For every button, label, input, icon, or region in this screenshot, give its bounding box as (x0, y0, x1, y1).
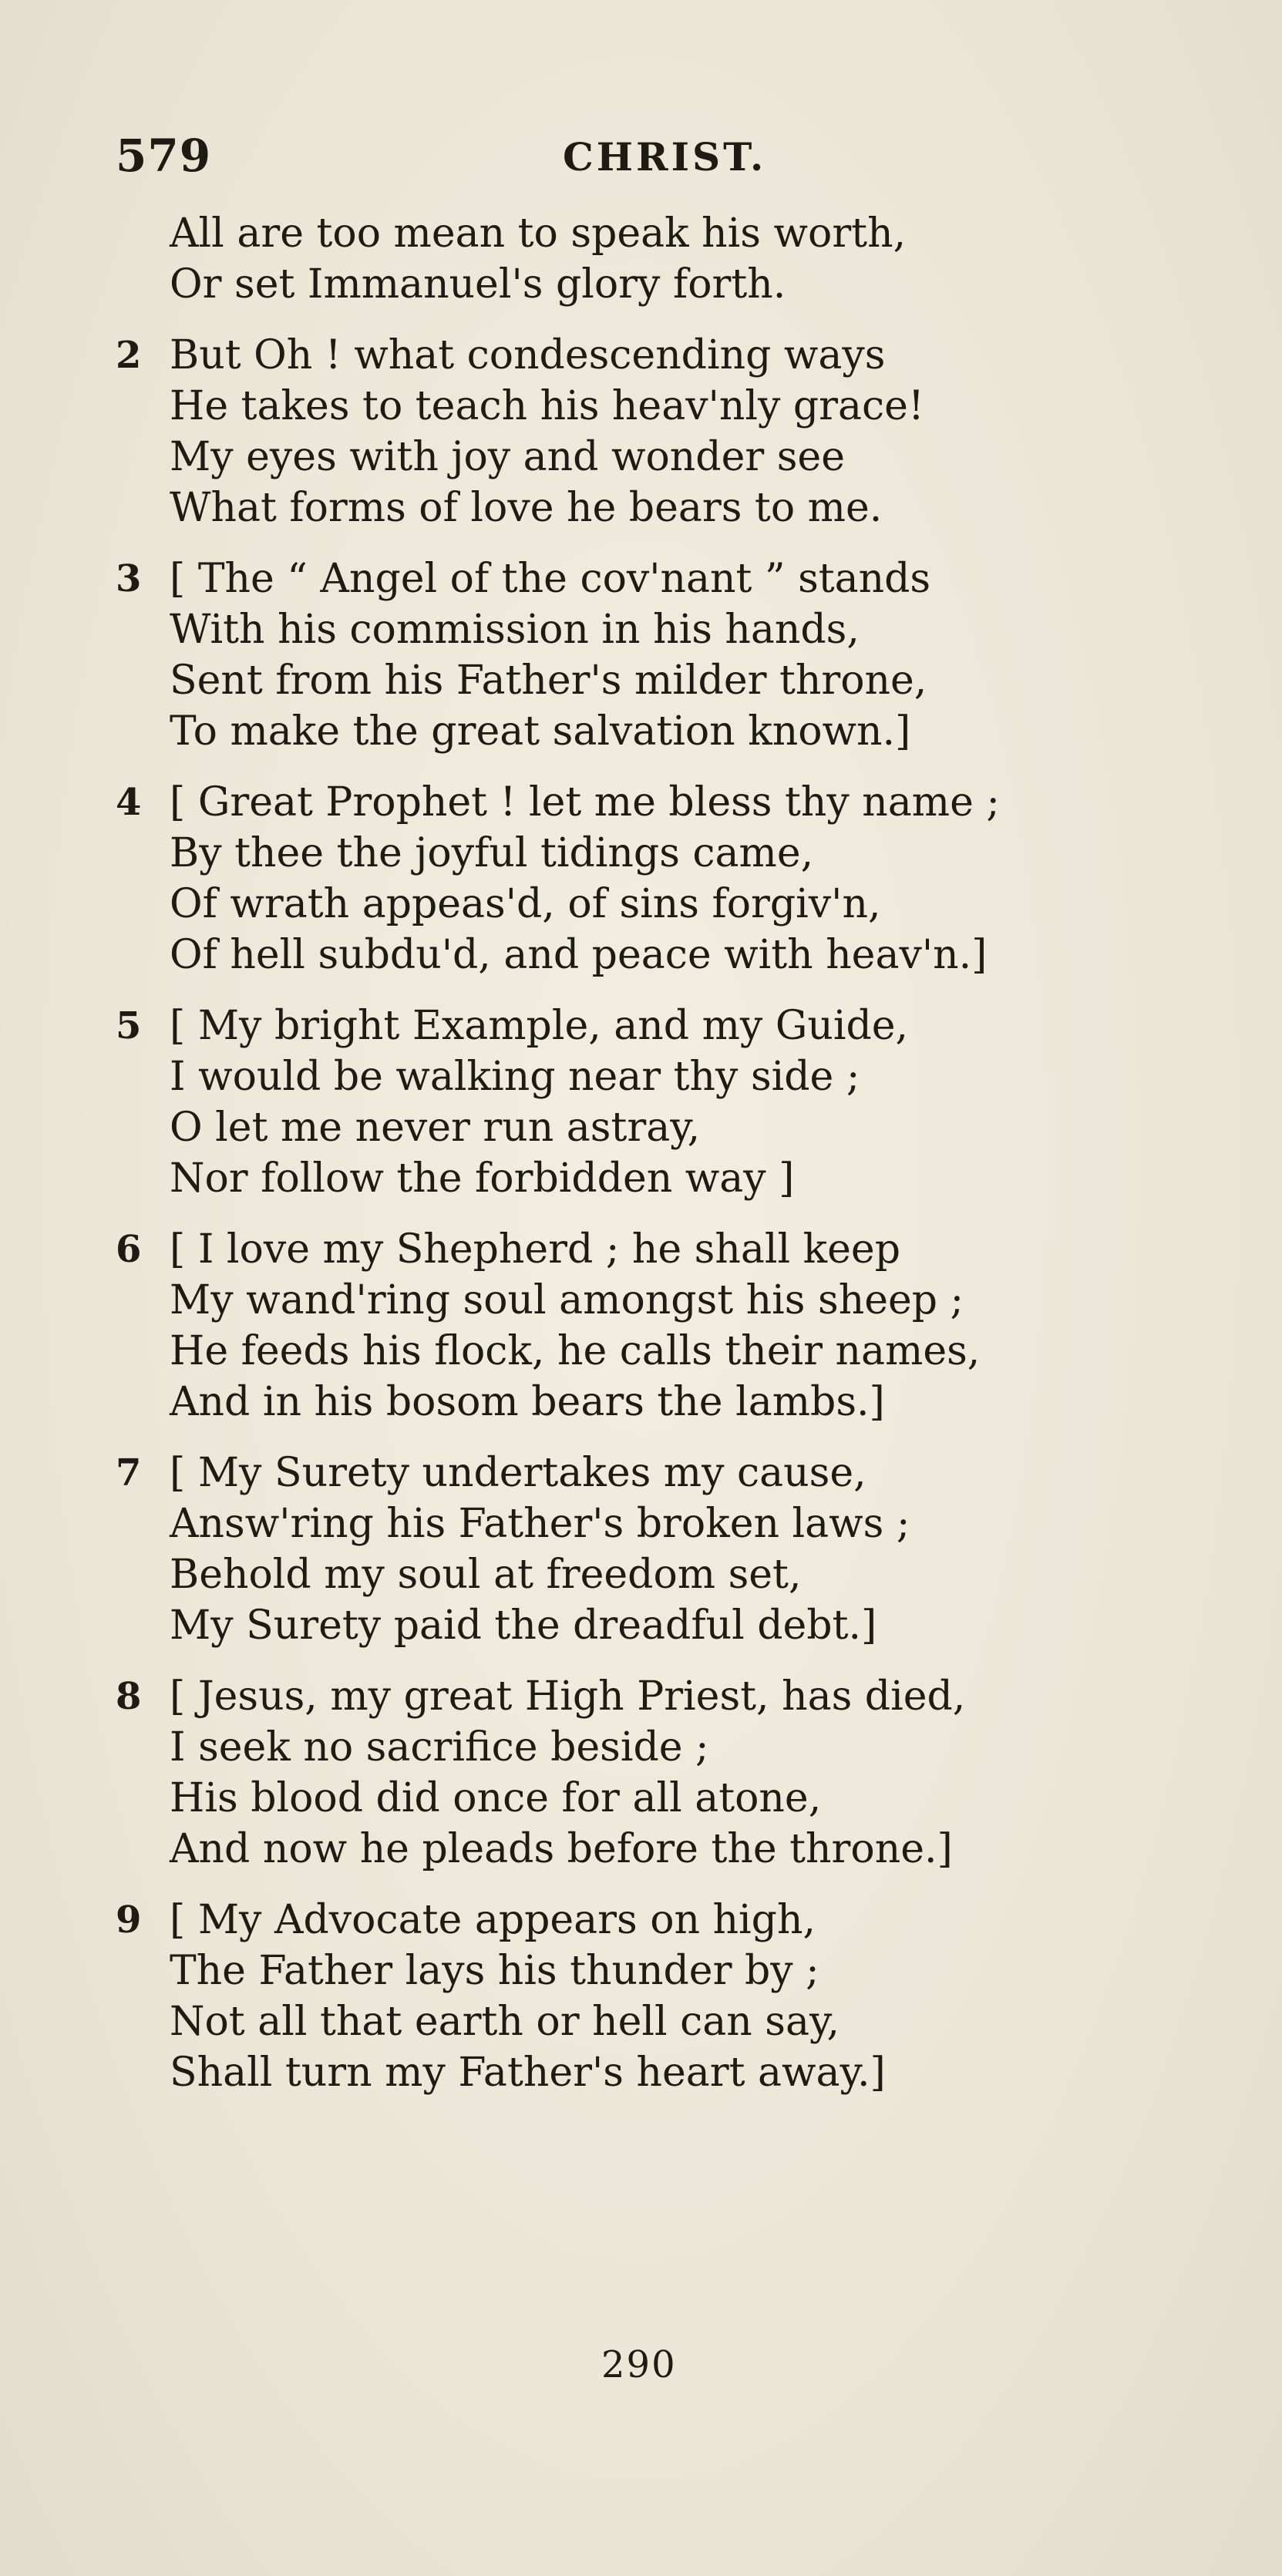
stanza-4 (116, 777, 1241, 980)
verse-line: Answ'ring his Father's broken laws ; (170, 1501, 910, 1547)
verse-line: And in his bosom bears the lambs.] (170, 1379, 885, 1425)
stanza-8 (116, 1671, 1241, 1875)
verse-line: [ My bright Example, and my Guide, (170, 1003, 909, 1049)
verse-line: With his commission in his hands, (170, 607, 860, 653)
verse-line: Of wrath appeas'd, of sins forgiv'n, (170, 881, 881, 927)
stanza-number: 2 (116, 334, 142, 377)
stanza-number: 8 (116, 1675, 142, 1718)
stanza-number: 9 (116, 1898, 142, 1942)
verse-line: To make the great salvation known.] (170, 708, 911, 755)
verse-line: Sent from his Father's milder throne, (170, 657, 927, 704)
verse-line: My Surety paid the dreadful debt.] (170, 1602, 877, 1649)
verse-line: Of hell subdu'd, and peace with heav'n.] (170, 932, 988, 978)
verse-line: But Oh ! what condescending ways (170, 332, 886, 378)
page-header (116, 129, 809, 191)
verse-line: Or set Immanuel's glory forth. (170, 261, 786, 308)
verse-line: He feeds his flock, he calls their names, (170, 1328, 981, 1374)
stanza-5 (116, 1000, 1241, 1204)
verse-line: His blood did once for all atone, (170, 1775, 822, 1821)
stanza-number: 5 (116, 1004, 142, 1048)
signature-mark: 290 (601, 2343, 677, 2386)
running-title: CHRIST. (563, 134, 767, 180)
verse-line: All are too mean to speak his worth, (170, 210, 907, 257)
stanza-number: 4 (116, 781, 142, 824)
verse-line: By thee the joyful tidings came, (170, 830, 814, 876)
verse-line: He takes to teach his heav'nly grace! (170, 383, 924, 429)
verse-line: Not all that earth or hell can say, (170, 1999, 840, 2045)
verse-line: Nor follow the forbidden way ] (170, 1155, 795, 1202)
stanza-number: 7 (116, 1451, 142, 1495)
stanza-number: 6 (116, 1228, 142, 1271)
verse-line: I would be walking near thy side ; (170, 1054, 860, 1100)
stanza-1 (116, 208, 1241, 310)
verse-line: My eyes with joy and wonder see (170, 434, 845, 480)
stanza-3 (116, 553, 1241, 757)
verse-line: O let me never run astray, (170, 1105, 701, 1151)
verse-line: [ My Surety undertakes my cause, (170, 1450, 866, 1496)
verse-line: I seek no sacrifice beside ; (170, 1724, 709, 1771)
verse-line: [ My Advocate appears on high, (170, 1897, 816, 1943)
verse-line: And now he pleads before the throne.] (170, 1826, 953, 1872)
stanza-9 (116, 1895, 1241, 2098)
verse-line: My wand'ring soul amongst his sheep ; (170, 1277, 964, 1323)
stanza-number: 3 (116, 557, 142, 600)
verse-line: [ Great Prophet ! let me bless thy name ; (170, 779, 1000, 826)
stanza-6 (116, 1224, 1241, 1428)
stanza-7 (116, 1448, 1241, 1651)
verse-line: [ I love my Shepherd ; he shall keep (170, 1226, 900, 1273)
page-number: 579 (116, 129, 212, 182)
verse-line: The Father lays his thunder by ; (170, 1948, 819, 1994)
verse-line: What forms of love he bears to me. (170, 485, 883, 531)
stanza-2 (116, 330, 1241, 533)
verse-line: Shall turn my Father's heart away.] (170, 2050, 886, 2096)
verse-line: [ Jesus, my great High Priest, has died, (170, 1673, 966, 1720)
verse-line: [ The “ Angel of the cov'nant ” stands (170, 556, 931, 602)
verse-line: Behold my soul at freedom set, (170, 1552, 802, 1598)
hymn-text (116, 208, 1241, 2118)
